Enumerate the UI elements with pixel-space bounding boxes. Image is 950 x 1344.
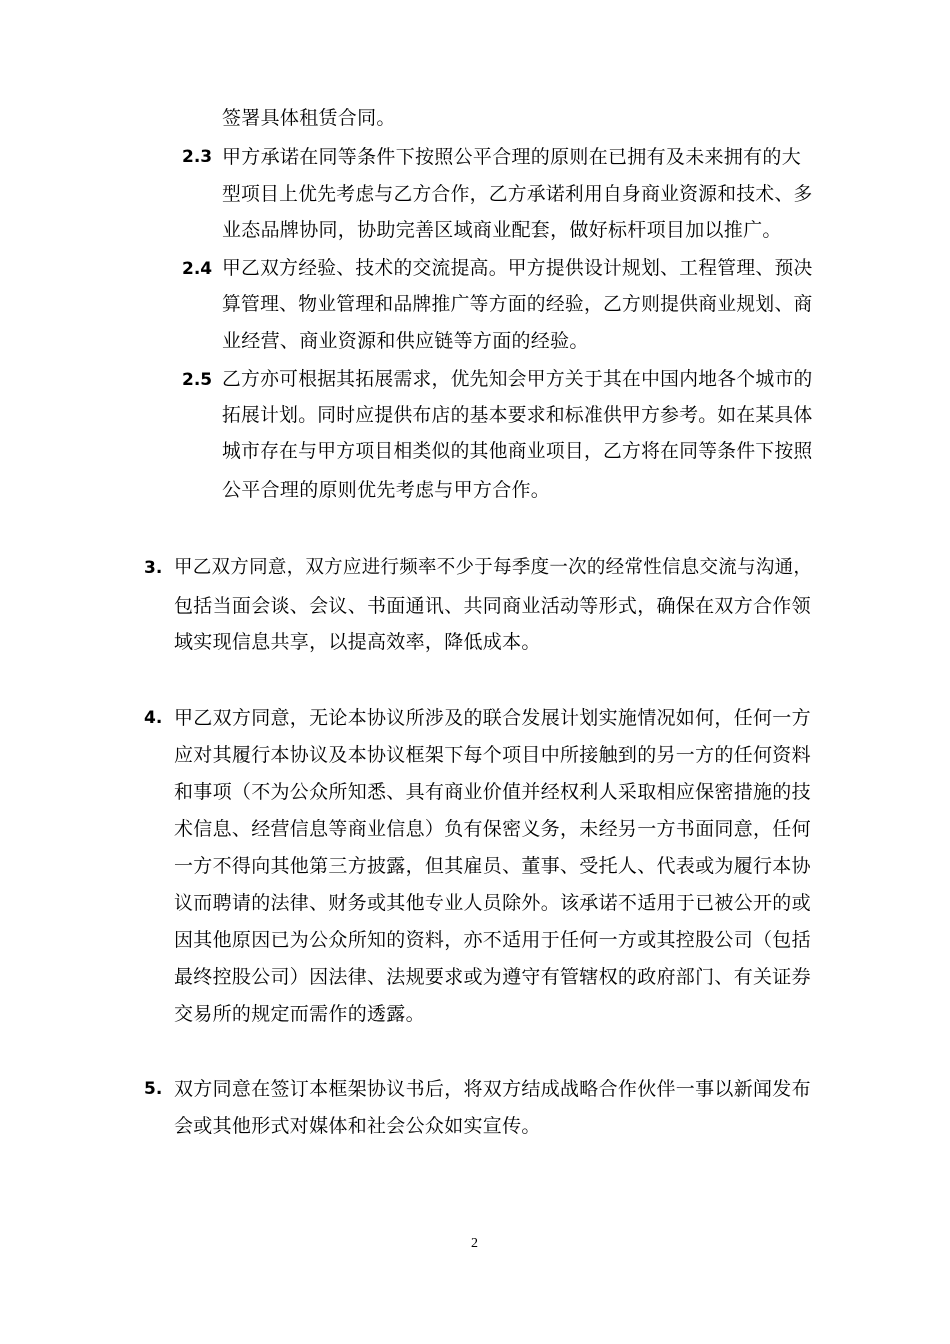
- subclause-number: 2.3: [182, 147, 213, 167]
- continuation-line: 签署具体租赁合同。: [222, 107, 396, 129]
- clause-line: 议而聘请的法律、财务或其他专业人员除外。该承诺不适用于已被公开的或: [174, 892, 811, 914]
- clause-number: 3.: [144, 558, 163, 578]
- clause-line: 一方不得向其他第三方披露，但其雇员、董事、受托人、代表或为履行本协: [174, 855, 811, 877]
- clause-line: 会或其他形式对媒体和社会公众如实宣传。: [174, 1115, 541, 1137]
- subclause-number: 2.4: [182, 259, 213, 279]
- subclause-number: 2.5: [182, 370, 213, 390]
- clause-line: 最终控股公司）因法律、法规要求或为遵守有管辖权的政府部门、有关证券: [174, 966, 811, 988]
- clause-number: 5.: [144, 1079, 163, 1099]
- subclause-line: 甲方承诺在同等条件下按照公平合理的原则在已拥有及未来拥有的大: [222, 146, 802, 168]
- subclause-line: 甲乙双方经验、技术的交流提高。甲方提供设计规划、工程管理、预决: [222, 258, 813, 279]
- subclause-line: 业态品牌协同，协助完善区域商业配套，做好标杆项目加以推广。: [222, 219, 782, 241]
- clause-number: 4.: [144, 708, 163, 728]
- subclause-line: 算管理、物业管理和品牌推广等方面的经验，乙方则提供商业规划、商: [222, 294, 813, 315]
- clause-line: 域实现信息共享，以提高效率，降低成本。: [174, 631, 541, 653]
- clause-line: 双方同意在签订本框架协议书后，将双方结成战略合作伙伴一事以新闻发布: [174, 1078, 811, 1100]
- clause-line: 甲乙双方同意，双方应进行频率不少于每季度一次的经常性信息交流与沟通，: [174, 557, 813, 578]
- page-number: 2: [471, 1236, 478, 1251]
- clause-line: 甲乙双方同意，无论本协议所涉及的联合发展计划实施情况如何，任何一方: [174, 707, 811, 729]
- clause-line: 应对其履行本协议及本协议框架下每个项目中所接触到的另一方的任何资料: [174, 744, 811, 766]
- clause-line: 术信息、经营信息等商业信息）负有保密义务，未经另一方书面同意，任何: [174, 818, 811, 840]
- subclause-line: 业经营、商业资源和供应链等方面的经验。: [222, 330, 589, 352]
- clause-line: 交易所的规定而需作的透露。: [174, 1003, 425, 1025]
- subclause-line: 城市存在与甲方项目相类似的其他商业项目，乙方将在同等条件下按照: [222, 441, 813, 462]
- subclause-line: 拓展计划。同时应提供布店的基本要求和标准供甲方参考。如在某具体: [222, 405, 813, 426]
- clause-line: 因其他原因已为公众所知的资料，亦不适用于任何一方或其控股公司（包括: [174, 929, 811, 951]
- subclause-line: 乙方亦可根据其拓展需求，优先知会甲方关于其在中国内地各个城市的: [222, 369, 813, 390]
- clause-line: 包括当面会谈、会议、书面通讯、共同商业活动等形式，确保在双方合作领: [174, 595, 811, 617]
- subclause-line: 型项目上优先考虑与乙方合作，乙方承诺利用自身商业资源和技术、多: [222, 184, 813, 205]
- clause-line: 和事项（不为公众所知悉、具有商业价值并经权利人采取相应保密措施的技: [174, 781, 811, 803]
- subclause-line: 公平合理的原则优先考虑与甲方合作。: [222, 479, 551, 501]
